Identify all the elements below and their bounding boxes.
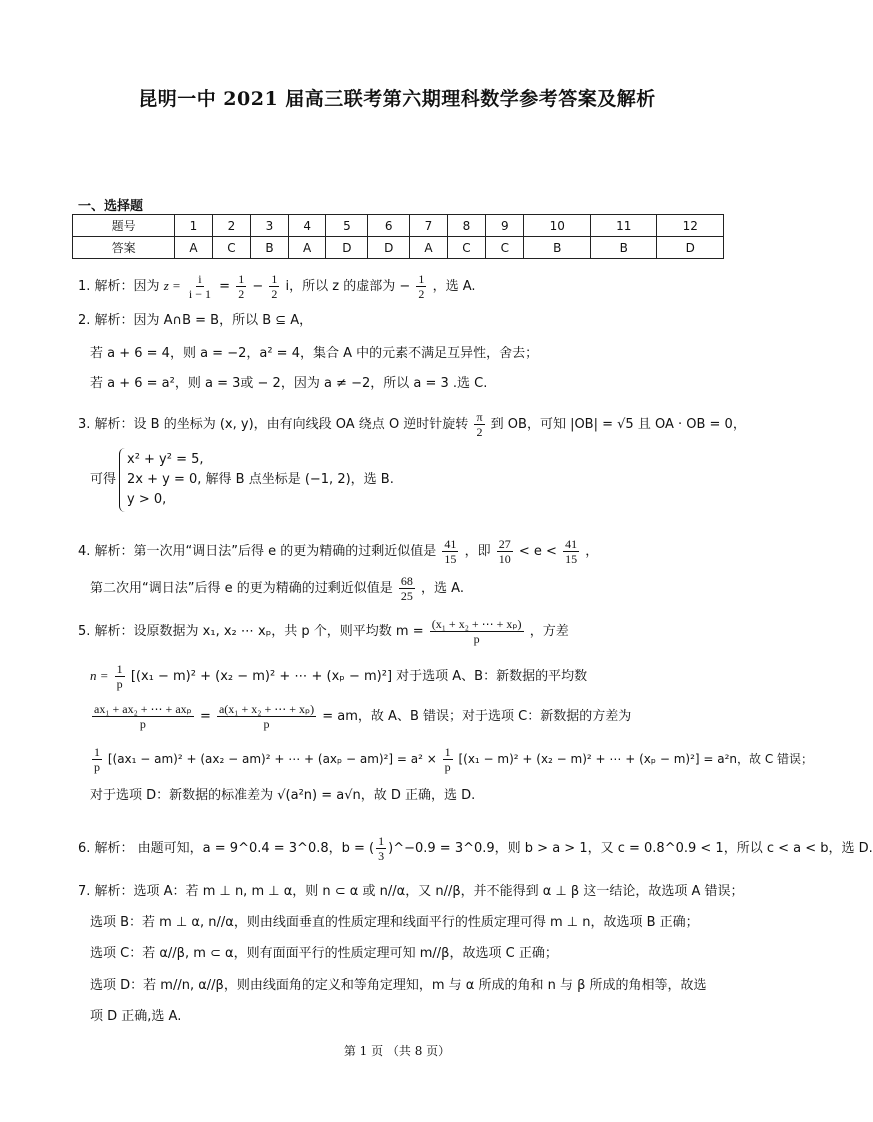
- fraction: [442, 537, 458, 566]
- table-cell-answer: C: [486, 237, 524, 259]
- denominator: p: [139, 717, 146, 731]
- solution-5-line-3: [90, 702, 631, 731]
- numerator: ax₁ + ax₂ + ⋯ + axₚ: [94, 702, 192, 716]
- text: ，: [585, 544, 599, 559]
- table-row: [73, 237, 724, 259]
- numerator: 1: [271, 272, 278, 286]
- denominator: p: [94, 760, 100, 774]
- text: =: [219, 279, 231, 294]
- text: ，即: [464, 544, 491, 559]
- table-cell-answer: A: [175, 237, 213, 259]
- answer-table: [72, 214, 724, 259]
- table-cell-number: 10: [524, 215, 590, 237]
- table-row: [73, 215, 724, 237]
- text: z =: [163, 278, 181, 293]
- denominator: 2: [476, 425, 483, 439]
- system-equation-1: x² + y² = 5,: [127, 452, 204, 467]
- numerator: 1: [94, 745, 100, 759]
- table-cell-number: 6: [368, 215, 410, 237]
- denominator: p: [116, 677, 123, 691]
- solution-7-line-1: 7. 解析：选项 A：若 m ⊥ n, m ⊥ α，则 n ⊂ α 或 n//α，又 n//β，并不能得到 α ⊥ β 这一结论，故选项 A 错误；: [78, 884, 744, 899]
- table-cell-number: 1: [175, 215, 213, 237]
- text: 到 OB，可知 |OB| = √5 且 OA · OB = 0，: [490, 417, 746, 432]
- text: =: [199, 709, 211, 724]
- table-cell-number: 5: [326, 215, 368, 237]
- text: −: [252, 279, 264, 294]
- numerator: π: [476, 410, 483, 424]
- page-footer: 第 1 页 （共 8 页）: [343, 1044, 451, 1058]
- table-cell-number: 7: [410, 215, 448, 237]
- numerator: i: [198, 272, 202, 286]
- fraction: [430, 617, 524, 646]
- section-heading: 一、选择题: [78, 199, 144, 214]
- text: [(ax₁ − am)² + (ax₂ − am)² + ⋯ + (axₚ − am)²] = a² ×: [107, 752, 437, 766]
- numerator: 27: [498, 537, 511, 551]
- solution-6: [78, 834, 873, 863]
- solution-5-line-4: [90, 745, 813, 774]
- numerator: 1: [418, 272, 425, 286]
- table-cell-number: 9: [486, 215, 524, 237]
- numerator: a(x₁ + x₂ + ⋯ + xₚ): [218, 702, 315, 716]
- fraction: [115, 662, 125, 691]
- text: 第二次用“调日法”后得 e 的更为精确的过剩近似值是: [90, 581, 393, 596]
- table-cell-answer: B: [251, 237, 289, 259]
- text: ，方差: [529, 624, 569, 639]
- solution-7-line-4: 选项 D：若 m//n, α//β，则由线面角的定义和等角定理知，m 与 α 所成的角和 n 与 β 所成的角相等，故选: [90, 978, 707, 993]
- table-cell-number: 8: [447, 215, 485, 237]
- solution-5-line-2: [90, 662, 587, 691]
- solution-3-line-1: [78, 410, 746, 439]
- numerator: 1: [238, 272, 245, 286]
- text: = am，故 A、B 错误；对于选项 C：新数据的方差为: [322, 709, 632, 724]
- text: )^−0.9 = 3^0.9，则 b > a > 1，又 c = 0.8^0.9 < 1，所以 c < a < b，选 D.: [388, 841, 873, 856]
- table-cell-answer: D: [326, 237, 368, 259]
- fraction: [269, 272, 279, 301]
- table-cell-number: 12: [657, 215, 724, 237]
- table-cell-answer: D: [657, 237, 724, 259]
- denominator: 15: [444, 552, 457, 566]
- solution-2-line-3: 若 a + 6 = a²，则 a = 3或 − 2，因为 a ≠ −2，所以 a = 3 .选 C.: [90, 376, 488, 391]
- solution-7-line-3: 选项 C：若 α//β, m ⊂ α，则有面面平行的性质定理可知 m//β，故选项 C 正确；: [90, 946, 558, 961]
- page-title: 昆明一中 2021 届高三联考第六期理科数学参考答案及解析: [138, 88, 656, 110]
- text: ，选 A.: [421, 581, 464, 596]
- text: 1. 解析：因为: [78, 279, 160, 294]
- system-equation-3: y > 0,: [127, 492, 167, 507]
- numerator: 41: [565, 537, 578, 551]
- fraction: [217, 702, 316, 731]
- denominator: i − 1: [188, 287, 212, 301]
- solution-4-line-2: [90, 574, 464, 603]
- system-equation-2: 2x + y = 0, 解得 B 点坐标是 (−1, 2)，选 B.: [127, 472, 394, 487]
- text: i，所以 z 的虚部为 −: [285, 279, 411, 294]
- fraction: [92, 745, 102, 774]
- solution-5-line-5: 对于选项 D：新数据的标准差为 √(a²n) = a√n，故 D 正确，选 D.: [90, 788, 476, 803]
- numerator: 41: [444, 537, 457, 551]
- denominator: p: [473, 632, 480, 646]
- text: 6. 解析： 由题可知，a = 9^0.4 = 3^0.8，b =: [78, 841, 365, 856]
- denominator: 2: [271, 287, 278, 301]
- fraction: [92, 702, 194, 731]
- fraction: [416, 272, 426, 301]
- numerator: (x₁ + x₂ + ⋯ + xₚ): [431, 617, 522, 631]
- table-cell-answer: A: [410, 237, 448, 259]
- denominator: p: [444, 760, 451, 774]
- table-cell-answer: B: [524, 237, 590, 259]
- table-cell-answer: B: [590, 237, 656, 259]
- solution-5-line-1: [78, 617, 569, 646]
- fraction: [376, 834, 386, 863]
- fraction: [187, 272, 213, 301]
- text: [(x₁ − m)² + (x₂ − m)² + ⋯ + (xₚ − m)²] 对于选项 A、B：新数据的平均数: [130, 669, 588, 684]
- solution-4-line-1: [78, 537, 598, 566]
- table-header-label: 题号: [73, 215, 175, 237]
- paren: (: [369, 841, 375, 856]
- denominator: 3: [378, 849, 385, 863]
- solution-3-prefix: 可得: [90, 472, 117, 487]
- fraction: [563, 537, 579, 566]
- numerator: 1: [444, 745, 451, 759]
- table-cell-answer: C: [212, 237, 250, 259]
- table-answer-label: 答案: [73, 237, 175, 259]
- table-cell-number: 4: [288, 215, 326, 237]
- solution-2-line-2: 若 a + 6 = 4，则 a = −2，a² = 4，集合 A 中的元素不满足互异性，舍去；: [90, 346, 539, 361]
- fraction: [443, 745, 453, 774]
- numerator: 68: [400, 574, 413, 588]
- table-cell-answer: D: [368, 237, 410, 259]
- fraction: [236, 272, 246, 301]
- denominator: 25: [400, 589, 413, 603]
- text: 5. 解析：设原数据为 x₁, x₂ ⋯ xₚ，共 p 个，则平均数 m =: [78, 624, 424, 639]
- table-cell-number: 11: [590, 215, 656, 237]
- fraction: [497, 537, 513, 566]
- numerator: 1: [116, 662, 123, 676]
- text: [(x₁ − m)² + (x₂ − m)² + ⋯ + (xₚ − m)²] = a²n，故 C 错误；: [458, 752, 814, 766]
- solution-1: [78, 272, 476, 301]
- denominator: 2: [418, 287, 425, 301]
- denominator: 2: [238, 287, 245, 301]
- denominator: p: [263, 717, 270, 731]
- fraction: [399, 574, 415, 603]
- solution-7-line-5: 项 D 正确,选 A.: [90, 1009, 182, 1024]
- text: 3. 解析：设 B 的坐标为 (x, y)，由有向线段 OA 绕点 O 逆时针旋转: [78, 417, 469, 432]
- solution-2-line-1: 2. 解析：因为 A∩B = B，所以 B ⊆ A，: [78, 313, 313, 328]
- denominator: 10: [498, 552, 511, 566]
- table-cell-number: 2: [212, 215, 250, 237]
- text: n =: [90, 668, 109, 683]
- text: ，选 A.: [432, 279, 476, 294]
- numerator: 1: [378, 834, 385, 848]
- table-cell-number: 3: [251, 215, 289, 237]
- fraction: [474, 410, 484, 439]
- table-cell-answer: A: [288, 237, 326, 259]
- table-cell-answer: C: [447, 237, 485, 259]
- solution-7-line-2: 选项 B：若 m ⊥ α, n//α，则由线面垂直的性质定理和线面平行的性质定理可得 m ⊥ n，故选项 B 正确；: [90, 915, 699, 930]
- denominator: 15: [565, 552, 578, 566]
- text: < e <: [518, 544, 557, 559]
- text: 4. 解析：第一次用“调日法”后得 e 的更为精确的过剩近似值是: [78, 544, 437, 559]
